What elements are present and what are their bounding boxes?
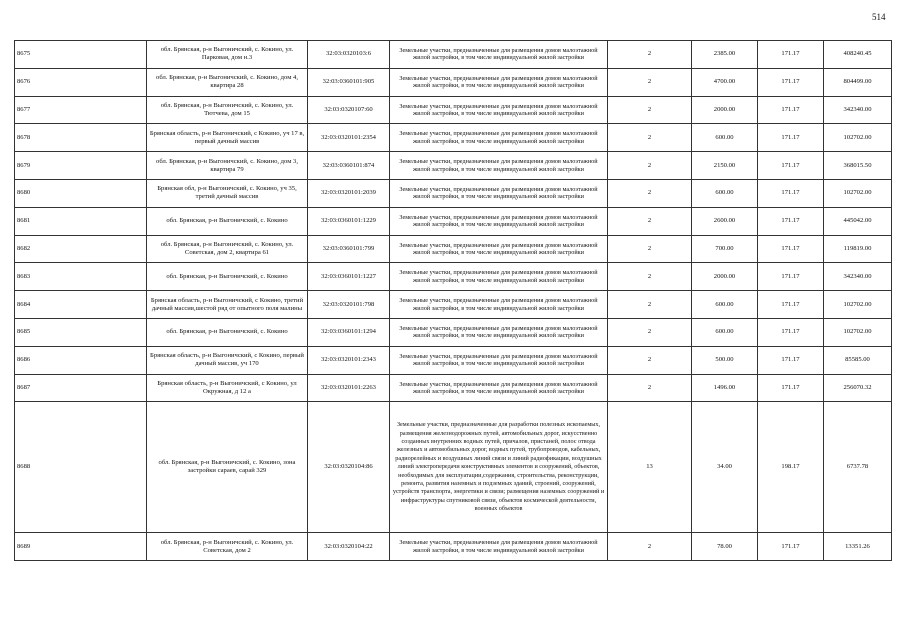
land-use-type: Земельные участки, предназначенные для размещения домов малоэтажной жилой застройки, в том числе индивидуальной жилой застройки <box>390 207 608 235</box>
cadastral-value: 804499.00 <box>824 68 892 96</box>
cadastral-value: 6737.78 <box>824 402 892 533</box>
cadastral-value: 342340.00 <box>824 96 892 124</box>
row-number: 8688 <box>15 402 147 533</box>
land-use-code: 2 <box>608 533 692 561</box>
cadastral-number: 32:03:0320104:86 <box>308 402 390 533</box>
address: обл. Брянская, р-н Выгоничский, с. Кокино, ул. Тютчева, дом 15 <box>147 96 308 124</box>
cadastral-value: 102702.00 <box>824 291 892 319</box>
cadastral-number: 32:03:0320103:6 <box>308 41 390 69</box>
area: 78.00 <box>692 533 758 561</box>
land-use-code: 13 <box>608 402 692 533</box>
land-use-code: 2 <box>608 263 692 291</box>
cadastral-number: 32:03:0320101:2343 <box>308 346 390 374</box>
table-row <box>15 207 892 235</box>
cadastral-number: 32:03:0360101:905 <box>308 68 390 96</box>
land-use-type: Земельные участки, предназначенные для размещения домов малоэтажной жилой застройки, в том числе индивидуальной жилой застройки <box>390 68 608 96</box>
land-use-type: Земельные участки, предназначенные для размещения домов малоэтажной жилой застройки, в том числе индивидуальной жилой застройки <box>390 235 608 263</box>
cadastral-number: 32:03:0320101:798 <box>308 291 390 319</box>
area: 2150.00 <box>692 152 758 180</box>
area: 1496.00 <box>692 374 758 402</box>
land-use-code: 2 <box>608 291 692 319</box>
address: Брянская область, р-н Выгоничский, с Кокино, первый дачный массив, уч 170 <box>147 346 308 374</box>
cadastral-value-table <box>14 40 892 561</box>
cadastral-number: 32:03:0360101:874 <box>308 152 390 180</box>
table-row <box>15 318 892 346</box>
land-use-code: 2 <box>608 235 692 263</box>
land-use-type: Земельные участки, предназначенные для размещения домов малоэтажной жилой застройки, в том числе индивидуальной жилой застройки <box>390 179 608 207</box>
table-body <box>15 41 892 561</box>
area: 2000.00 <box>692 263 758 291</box>
address: обл. Брянская, р-н Выгоничский, с. Кокино, ул. Парковая, дом н.3 <box>147 41 308 69</box>
cadastral-value: 445042.00 <box>824 207 892 235</box>
cadastral-number: 32:03:0320101:2263 <box>308 374 390 402</box>
address: обл. Брянская, р-н Выгоничский, с. Кокино <box>147 207 308 235</box>
area: 700.00 <box>692 235 758 263</box>
address: обл. Брянская, р-н Выгоничский, с. Кокино, дом 4, квартира 28 <box>147 68 308 96</box>
row-number: 8685 <box>15 318 147 346</box>
cadastral-value: 408240.45 <box>824 41 892 69</box>
specific-cadastral-value: 171.17 <box>758 374 824 402</box>
cadastral-number: 32:03:0320104:22 <box>308 533 390 561</box>
land-use-code: 2 <box>608 41 692 69</box>
specific-cadastral-value: 171.17 <box>758 207 824 235</box>
cadastral-number: 32:03:0360101:1227 <box>308 263 390 291</box>
area: 600.00 <box>692 291 758 319</box>
land-use-type: Земельные участки, предназначенные для размещения домов малоэтажной жилой застройки, в том числе индивидуальной жилой застройки <box>390 41 608 69</box>
row-number: 8686 <box>15 346 147 374</box>
land-use-type: Земельные участки, предназначенные для размещения домов малоэтажной жилой застройки, в том числе индивидуальной жилой застройки <box>390 124 608 152</box>
land-use-type: Земельные участки, предназначенные для размещения домов малоэтажной жилой застройки, в том числе индивидуальной жилой застройки <box>390 346 608 374</box>
table-row <box>15 263 892 291</box>
specific-cadastral-value: 171.17 <box>758 41 824 69</box>
cadastral-value: 368015.50 <box>824 152 892 180</box>
cadastral-value: 102702.00 <box>824 318 892 346</box>
table-row <box>15 533 892 561</box>
land-use-code: 2 <box>608 152 692 180</box>
land-use-type: Земельные участки, предназначенные для разработки полезных ископаемых, размещения железнодорожных путей, автомобильных дорог, искусственно созданных внутренних водных путей, причалов, пристаней, полос отвода железных и автомобильных дорог, водных путей, трубопроводов, кабельных, радиорелейных и воздушных линий связи и линий радиофикации, воздушных линий электропередачи конструктивных элементов и сооружений, объектов, необходимых для эксплуатации,содержания, строительства, реконструкции, ремонта, развития наземных и подземных зданий, строений, сооружений, устройств транспорта, энергетики и связи; размещения наземных сооружений и инфраструктуры спутниковой связи, объектов космической деятельности, военных объектов <box>390 402 608 533</box>
row-number: 8684 <box>15 291 147 319</box>
address: обл. Брянская, р-н Выгоничский, с. Кокино, дом 3, квартира 79 <box>147 152 308 180</box>
area: 500.00 <box>692 346 758 374</box>
area: 2385.00 <box>692 41 758 69</box>
row-number: 8682 <box>15 235 147 263</box>
table-row <box>15 235 892 263</box>
land-use-type: Земельные участки, предназначенные для размещения домов малоэтажной жилой застройки, в том числе индивидуальной жилой застройки <box>390 374 608 402</box>
area: 4700.00 <box>692 68 758 96</box>
cadastral-value: 102702.00 <box>824 179 892 207</box>
cadastral-number: 32:03:0320101:2354 <box>308 124 390 152</box>
area: 2600.00 <box>692 207 758 235</box>
row-number: 8687 <box>15 374 147 402</box>
land-use-code: 2 <box>608 374 692 402</box>
row-number: 8677 <box>15 96 147 124</box>
specific-cadastral-value: 171.17 <box>758 152 824 180</box>
land-use-type: Земельные участки, предназначенные для размещения домов малоэтажной жилой застройки, в том числе индивидуальной жилой застройки <box>390 533 608 561</box>
table-row <box>15 374 892 402</box>
address: Брянская область, р-н Выгоничский, с Кокино, третий дачный массив,шестой ряд от опытного поля малины <box>147 291 308 319</box>
land-use-code: 2 <box>608 207 692 235</box>
address: обл. Брянская, р-н Выгоничский, с. Кокино <box>147 318 308 346</box>
area: 34.00 <box>692 402 758 533</box>
cadastral-number: 32:03:0360101:1294 <box>308 318 390 346</box>
specific-cadastral-value: 171.17 <box>758 96 824 124</box>
area: 2000.00 <box>692 96 758 124</box>
specific-cadastral-value: 171.17 <box>758 291 824 319</box>
cadastral-value: 256070.32 <box>824 374 892 402</box>
address: обл. Брянская, р-н Выгоничский, с. Кокино, ул. Советская, дом 2 <box>147 533 308 561</box>
page-number: 514 <box>872 12 886 22</box>
row-number: 8679 <box>15 152 147 180</box>
row-number: 8676 <box>15 68 147 96</box>
specific-cadastral-value: 171.17 <box>758 533 824 561</box>
area: 600.00 <box>692 124 758 152</box>
cadastral-value: 85585.00 <box>824 346 892 374</box>
table-row <box>15 152 892 180</box>
cadastral-value: 13351.26 <box>824 533 892 561</box>
table-row <box>15 402 892 533</box>
land-use-type: Земельные участки, предназначенные для размещения домов малоэтажной жилой застройки, в том числе индивидуальной жилой застройки <box>390 263 608 291</box>
specific-cadastral-value: 171.17 <box>758 346 824 374</box>
cadastral-number: 32:03:0320107:60 <box>308 96 390 124</box>
specific-cadastral-value: 171.17 <box>758 318 824 346</box>
specific-cadastral-value: 198.17 <box>758 402 824 533</box>
table-row <box>15 179 892 207</box>
address: обл. Брянская, р-н Выгоничский, с. Кокино, зона застройки сараев, сарай 329 <box>147 402 308 533</box>
land-use-code: 2 <box>608 179 692 207</box>
cadastral-value: 102702.00 <box>824 124 892 152</box>
table-row <box>15 96 892 124</box>
address: обл. Брянская, р-н Выгоничский, с. Кокино, ул. Советская, дом 2, квартира 61 <box>147 235 308 263</box>
area: 600.00 <box>692 318 758 346</box>
address: Брянская область, р-н Выгоничский, с Кокино, уч 17 в, первый дачный массив <box>147 124 308 152</box>
land-use-code: 2 <box>608 346 692 374</box>
table-row <box>15 41 892 69</box>
cadastral-number: 32:03:0360101:799 <box>308 235 390 263</box>
row-number: 8680 <box>15 179 147 207</box>
land-use-type: Земельные участки, предназначенные для размещения домов малоэтажной жилой застройки, в том числе индивидуальной жилой застройки <box>390 318 608 346</box>
land-use-code: 2 <box>608 124 692 152</box>
cadastral-value: 119819.00 <box>824 235 892 263</box>
address: Брянская обл, р-н Выгоничский, с. Кокино, уч 35, третий дачный массив <box>147 179 308 207</box>
specific-cadastral-value: 171.17 <box>758 124 824 152</box>
land-use-code: 2 <box>608 318 692 346</box>
cadastral-number: 32:03:0360101:1229 <box>308 207 390 235</box>
row-number: 8678 <box>15 124 147 152</box>
table-row <box>15 124 892 152</box>
land-use-type: Земельные участки, предназначенные для размещения домов малоэтажной жилой застройки, в том числе индивидуальной жилой застройки <box>390 152 608 180</box>
address: Брянская область, р-н Выгоничский, с Кокино, ул Окружная, д 12 а <box>147 374 308 402</box>
table-row <box>15 68 892 96</box>
table-row <box>15 291 892 319</box>
land-use-type: Земельные участки, предназначенные для размещения домов малоэтажной жилой застройки, в том числе индивидуальной жилой застройки <box>390 291 608 319</box>
table-row <box>15 346 892 374</box>
row-number: 8681 <box>15 207 147 235</box>
cadastral-number: 32:03:0320101:2039 <box>308 179 390 207</box>
specific-cadastral-value: 171.17 <box>758 179 824 207</box>
specific-cadastral-value: 171.17 <box>758 68 824 96</box>
land-use-type: Земельные участки, предназначенные для размещения домов малоэтажной жилой застройки, в том числе индивидуальной жилой застройки <box>390 96 608 124</box>
row-number: 8689 <box>15 533 147 561</box>
specific-cadastral-value: 171.17 <box>758 235 824 263</box>
address: обл. Брянская, р-н Выгоничский, с. Кокино <box>147 263 308 291</box>
area: 600.00 <box>692 179 758 207</box>
cadastral-value: 342340.00 <box>824 263 892 291</box>
row-number: 8683 <box>15 263 147 291</box>
land-use-code: 2 <box>608 68 692 96</box>
land-use-code: 2 <box>608 96 692 124</box>
row-number: 8675 <box>15 41 147 69</box>
specific-cadastral-value: 171.17 <box>758 263 824 291</box>
